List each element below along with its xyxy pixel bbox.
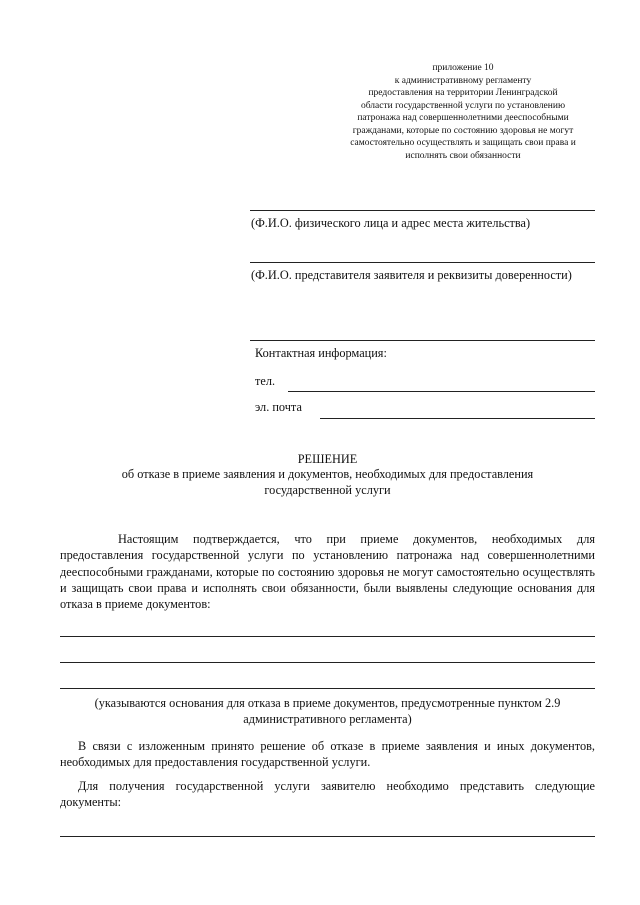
appendix-line: гражданами, которые по состоянию здоровья не могут	[352, 125, 574, 136]
confirmation-paragraph: Настоящим подтверждается, что при приеме документов, необходимых для предоставления государственной услуги по установлению патронажа над совершеннолетними дееспособными гражданами, которые по состоянию здоровья не могут самостоятельно осуществлять и защищать свои права и исполнять свои обязанности, были выявлены следующие основания для отказа в приеме документов:	[60, 532, 595, 612]
grounds-fill-line-3[interactable]	[60, 688, 595, 689]
appendix-line: предоставления на территории Ленинградской	[368, 88, 558, 98]
email-fill-line[interactable]	[320, 418, 595, 419]
decision-subtitle-line2: государственной услуги	[264, 483, 391, 497]
decision-subtitle-line1: об отказе в приеме заявления и документов, необходимых для предоставления	[121, 467, 534, 481]
grounds-note-line1: (указываются основания для отказа в приеме документов, предусмотренные пунктом 2.9	[94, 696, 561, 710]
person-fill-line[interactable]	[250, 210, 595, 211]
appendix-line: области государственной услуги по установлению	[360, 100, 566, 111]
appendix-line: к административному регламенту	[394, 75, 532, 86]
grounds-fill-line-1[interactable]	[60, 636, 595, 637]
phone-fill-line[interactable]	[288, 391, 595, 392]
appendix-line: самостоятельно осуществлять и защищать свои права и	[350, 138, 576, 148]
phone-label: тел.	[255, 374, 276, 388]
grounds-note-line2: административного регламента)	[243, 712, 412, 726]
email-label: эл. почта	[255, 400, 302, 414]
appendix-line: приложение 10	[432, 63, 494, 73]
appendix-header	[334, 62, 592, 162]
decision-paragraph: В связи с изложенным принято решение об отказе в приеме заявления и иных документов, необходимых для предоставления государственной услуги.	[60, 739, 595, 770]
appendix-line: исполнять свои обязанности	[405, 150, 521, 161]
representative-caption: (Ф.И.О. представителя заявителя и реквизиты доверенности)	[251, 268, 572, 282]
documents-fill-line[interactable]	[60, 836, 595, 837]
grounds-fill-line-2[interactable]	[60, 662, 595, 663]
contact-label: Контактная информация:	[255, 346, 387, 360]
representative-fill-line[interactable]	[250, 262, 595, 263]
decision-title: РЕШЕНИЕ	[297, 452, 358, 466]
appendix-line: патронажа над совершеннолетними дееспособными	[357, 113, 569, 123]
documents-paragraph: Для получения государственной услуги заявителю необходимо представить следующие документы:	[60, 779, 595, 810]
person-caption: (Ф.И.О. физического лица и адрес места жительства)	[251, 216, 531, 230]
recipient-extra-fill-line[interactable]	[250, 340, 595, 341]
